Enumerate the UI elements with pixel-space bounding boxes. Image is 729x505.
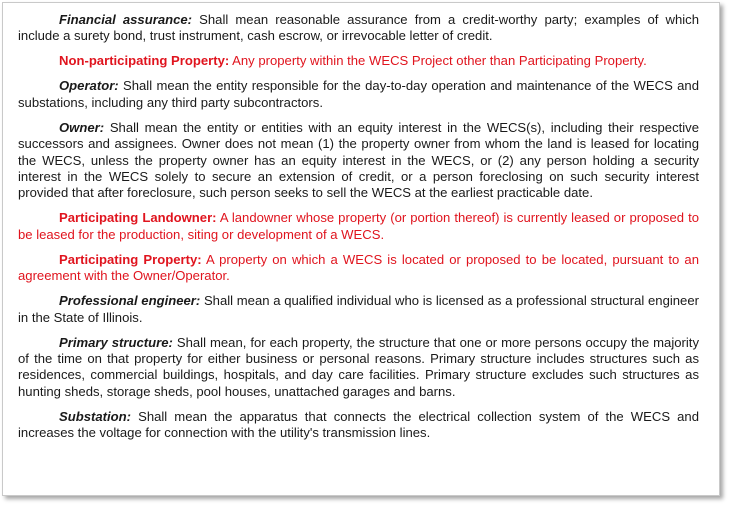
definition-term: Owner: — [59, 119, 105, 135]
definition-owner — [18, 120, 699, 202]
definition-term: Primary structure: — [59, 334, 173, 350]
definition-professional-engineer — [18, 293, 699, 326]
definition-term: Participating Property: — [59, 251, 202, 267]
definition-text: Any property within the WECS Project other than Participating Property. — [229, 53, 647, 69]
definition-non-participating-property — [18, 53, 699, 69]
definition-participating-property — [18, 252, 699, 285]
definition-text: A landowner whose property (or portion thereof) is currently leased or proposed to be leased for the production, siting or development of a WECS. — [18, 210, 699, 242]
definition-substation — [18, 409, 699, 442]
definition-text: Shall mean the apparatus that connects the electrical collection system of the WECS and increases the voltage for connection with the utility's transmission lines. — [18, 408, 699, 441]
definition-participating-landowner — [18, 210, 699, 243]
definition-text: Shall mean the entity responsible for the day-to-day operation and maintenance of the WECS and substations, including any third party subcontractors. — [18, 78, 699, 110]
definition-term: Non-participating Property: — [59, 53, 230, 69]
definition-text: Shall mean, for each property, the structure that one or more persons occupy the majority of the time on that property for either business or personal reasons. Primary structure includes structures such as residences, commercial buildings, hospitals, and day care facilities. Primary structure excludes such structures as hunting sheds, storage sheds, pool houses, unattached garages and barns. — [18, 334, 699, 399]
definitions-list — [18, 12, 699, 450]
definition-text: Shall mean a qualified individual who is licensed as a professional structural engineer in the State of Illinois. — [18, 293, 699, 325]
definition-operator — [18, 78, 699, 111]
definition-primary-structure — [18, 335, 699, 401]
definition-term: Operator: — [59, 78, 119, 94]
definition-term: Financial assurance: — [59, 12, 193, 27]
definition-text: Shall mean reasonable assurance from a credit-worthy party; examples of which include a surety bond, trust instrument, cash escrow, or irrevocable letter of credit. — [18, 12, 699, 44]
definition-text: Shall mean the entity or entities with an equity interest in the WECS(s), including their respective successors and assignees. Owner does not mean (1) the property owner from whom the land is leased for locating the WECS, unless the property owner has an equity interest in the WECS, or (2) any person holding a security interest in the WECS solely to secure an extension of credit, or a person foreclosing on such security interest provided that after foreclosure, such person seeks to sell the WECS at the earliest practicable date. — [18, 119, 699, 201]
definition-term: Substation: — [59, 408, 132, 424]
definition-term: Participating Landowner: — [59, 210, 217, 226]
document-page — [2, 2, 720, 496]
definition-text: A property on which a WECS is located or proposed to be located, pursuant to an agreement with the Owner/Operator. — [18, 251, 699, 284]
definition-financial-assurance — [18, 12, 699, 45]
definition-term: Professional engineer: — [59, 293, 201, 309]
